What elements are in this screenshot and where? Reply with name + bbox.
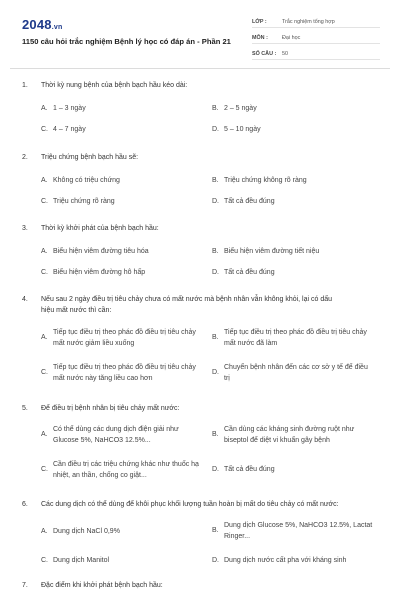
document-header (0, 0, 400, 68)
question-body: Triệu chứng bệnh bạch hầu sẽ: (41, 154, 139, 161)
question-body: Để điều trị bệnh nhân bị tiêu chảy mất nước: (41, 405, 180, 412)
option-letter: D. (212, 269, 219, 276)
option-text: Tiếp tục điều trị theo phác đồ điều trị tiêu chảy mất nước giảm liều xuống (53, 329, 196, 347)
option-letter: A. (41, 528, 48, 535)
option-text: Tất cả đều đúng (224, 269, 275, 276)
option-letter: B. (212, 105, 219, 112)
option-a[interactable] (41, 104, 86, 115)
option-b[interactable] (212, 104, 257, 115)
logo-main: 2048 (22, 17, 52, 32)
option-b[interactable] (212, 328, 374, 349)
meta-value: Đại học (282, 35, 301, 41)
meta-label: MÔN : (252, 35, 268, 41)
option-text: 2 – 5 ngày (224, 105, 257, 112)
option-letter: C. (41, 466, 48, 474)
option-d[interactable] (212, 125, 261, 136)
option-a[interactable] (41, 425, 203, 446)
option-text: Triệu chứng rõ ràng (53, 198, 115, 205)
option-text: Có thể dùng các dung dịch điện giải như Glucose 5%, NaHCO3 12.5%... (53, 426, 179, 444)
option-c[interactable] (41, 268, 145, 279)
option-letter: A. (41, 431, 48, 439)
option-b[interactable] (212, 247, 319, 258)
option-text: Cần dùng các kháng sinh đường ruột như biseptol để diệt vi khuẩn gây bệnh (224, 426, 355, 444)
option-text: Dung dịch nước cất pha với kháng sinh (224, 557, 347, 564)
option-text: 5 – 10 ngày (224, 126, 261, 133)
question-number: 1. (22, 82, 28, 89)
option-text: Biểu hiện viêm đường tiêu hóa (53, 248, 149, 255)
option-letter: B. (212, 248, 219, 255)
option-a[interactable] (41, 328, 203, 349)
question-number: 2. (22, 154, 28, 161)
question-number: 5. (22, 405, 28, 412)
option-c[interactable] (41, 197, 115, 208)
question-number: 4. (22, 296, 28, 303)
option-d[interactable] (212, 556, 346, 567)
option-letter: D. (212, 126, 219, 133)
document-title: 1150 câu hỏi trắc nghiệm Bệnh lý học có đáp án - Phần 21 (22, 37, 231, 46)
option-text: Dung dịch Manitol (53, 557, 110, 564)
option-text: Biểu hiện viêm đường hô hấp (53, 269, 146, 276)
option-c[interactable] (41, 460, 203, 481)
meta-value: 50 (282, 51, 288, 57)
option-text: Cần điều trị các triệu chứng khác như thuốc hạ nhiệt, an thần, chống co giật... (53, 461, 199, 479)
meta-row-count (252, 46, 380, 60)
question-body (41, 294, 379, 316)
option-b[interactable] (212, 176, 307, 187)
option-letter: C. (41, 557, 48, 564)
option-a[interactable] (41, 527, 120, 538)
question-line-1: Nếu sau 2 ngày điều trị tiêu chảy chưa có mất nước mà bệnh nhân vẫn không khỏi, lại có dấu (41, 296, 333, 303)
meta-label: SỐ CÂU : (252, 51, 277, 57)
option-d[interactable] (212, 268, 275, 279)
option-text: 1 – 3 ngày (53, 105, 86, 112)
option-text: Không có triệu chứng (53, 177, 120, 184)
option-a[interactable] (41, 247, 149, 258)
option-text: Tiếp tục điều trị theo phác đồ điều trị tiêu chảy mất nước này tăng liều cao hơn (53, 364, 196, 382)
option-text: Dung dịch NaCl 0,9% (53, 528, 120, 535)
meta-panel (252, 14, 380, 62)
option-letter: B. (212, 177, 219, 184)
option-letter: A. (41, 334, 48, 342)
option-c[interactable] (41, 556, 109, 567)
option-a[interactable] (41, 176, 120, 187)
option-letter: A. (41, 248, 48, 255)
question-body: Thời kỳ nung bệnh của bệnh bạch hầu kéo dài: (41, 82, 188, 89)
logo-tld: .vn (51, 24, 63, 31)
option-text: Chuyển bệnh nhân đến các cơ sở y tế để điều trị (224, 364, 368, 382)
option-letter: C. (41, 198, 48, 205)
question-number: 3. (22, 225, 28, 232)
option-letter: D. (212, 198, 219, 205)
meta-row-class (252, 14, 380, 28)
option-c[interactable] (41, 125, 86, 136)
option-b[interactable] (212, 521, 374, 542)
option-letter: A. (41, 105, 48, 112)
question-number: 7. (22, 582, 28, 589)
option-c[interactable] (41, 363, 203, 384)
question-body: Đặc điểm khi khởi phát bệnh bạch hầu: (41, 582, 163, 589)
option-letter: B. (212, 527, 219, 535)
site-logo[interactable] (22, 17, 62, 32)
option-text: Biểu hiện viêm đường tiết niệu (224, 248, 320, 255)
option-text: Tất cả đều đúng (224, 466, 275, 473)
option-b[interactable] (212, 425, 374, 446)
option-letter: C. (41, 269, 48, 276)
meta-value: Trắc nghiệm tổng hợp (282, 19, 335, 25)
option-d[interactable] (212, 197, 275, 208)
option-text: Tiếp tục điều trị theo phác đồ điều trị tiêu chảy mất nước đã làm (224, 329, 367, 347)
option-letter: A. (41, 177, 48, 184)
option-d[interactable] (212, 465, 374, 476)
option-text: 4 – 7 ngày (53, 126, 86, 133)
option-letter: B. (212, 431, 219, 439)
option-letter: C. (41, 369, 48, 377)
question-line-2: hiệu mất nước thì cần: (41, 307, 112, 314)
header-divider (10, 68, 390, 69)
option-text: Triệu chứng không rõ ràng (224, 177, 307, 184)
option-d[interactable] (212, 363, 374, 384)
option-letter: D. (212, 466, 219, 473)
option-text: Tất cả đều đúng (224, 198, 275, 205)
question-body: Các dung dịch có thể dùng để khôi phục khối lượng tuần hoàn bị mất do tiêu chảy có mất nước: (41, 501, 339, 508)
question-body: Thời kỳ khởi phát của bệnh bạch hầu: (41, 225, 159, 232)
option-letter: D. (212, 369, 219, 377)
meta-row-subject (252, 30, 380, 44)
option-letter: B. (212, 334, 219, 342)
question-number: 6. (22, 501, 28, 508)
option-text: Dung dịch Glucose 5%, NaHCO3 12.5%, Lactat Ringer... (224, 522, 373, 540)
option-letter: D. (212, 557, 219, 564)
meta-label: LỚP : (252, 19, 267, 25)
option-letter: C. (41, 126, 48, 133)
